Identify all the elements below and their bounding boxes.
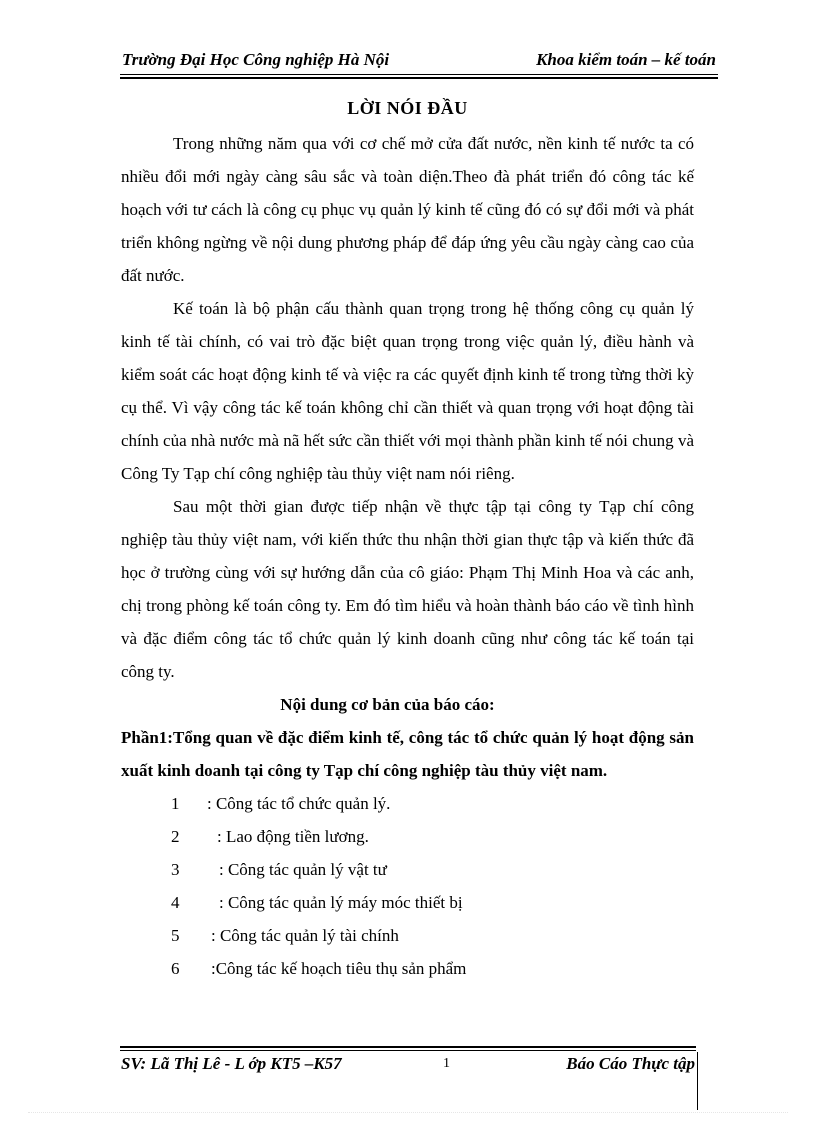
- header-faculty: Khoa kiểm toán – kế toán: [536, 50, 716, 69]
- list-item: [121, 886, 694, 919]
- list-item-number: 5: [171, 926, 180, 945]
- page-number: 1: [443, 1056, 450, 1071]
- list-item-text: :Công tác kế hoạch tiêu thụ sản phẩm: [211, 959, 467, 978]
- paragraph-1: Trong những năm qua với cơ chế mở cửa đất nước, nền kinh tế nước ta có nhiều đổi mới ngày càng sâu sắc và toàn diện.Theo đà phát triển đó công tác kế hoạch với tư cách là công cụ phục vụ quản lý kinh tế cũng đó có sự đổi mới và phát triển không ngừng về nội dung phương pháp để đáp ứng yêu cầu ngày càng cao của đất nước.: [121, 134, 694, 285]
- list-item: [121, 853, 694, 886]
- list-item-number: 6: [171, 959, 180, 978]
- page-title: LỜI NÓI ĐẦU: [347, 98, 468, 118]
- list-item-text: : Công tác quản lý tài chính: [211, 926, 399, 945]
- page-header: [120, 46, 716, 72]
- list-item: [121, 820, 694, 853]
- list-item-text: : Công tác quản lý máy móc thiết bị: [219, 893, 463, 912]
- list-item-number: 4: [171, 893, 180, 912]
- header-rule: [120, 74, 718, 75]
- list-item-number: 2: [171, 827, 180, 846]
- page-footer: [121, 1054, 695, 1078]
- paragraph-2: Kế toán là bộ phận cấu thành quan trọng trong hệ thống công cụ quản lý kinh tế tài chính, có vai trò đặc biệt quan trọng trong việc quản lý, điều hành và kiểm soát các hoạt động kinh tế và việc ra các quyết định kinh tế trong từng thời kỳ cụ thể. Vì vậy công tác kế toán không chỉ cần thiết và quan trọng với hoạt động tài chính của nhà nước mà nã hết sức cần thiết với mọi thành phần kinh tế nói chung và Công Ty Tạp chí công nghiệp tàu thủy việt nam nói riêng.: [121, 299, 694, 483]
- footer-rule: [120, 1050, 696, 1051]
- footer-side-rule: [697, 1052, 698, 1110]
- list-item: [121, 919, 694, 952]
- page-body: [121, 98, 694, 985]
- header-school: Trường Đại Học Công nghiệp Hà Nội: [122, 50, 390, 69]
- list-item-number: 3: [171, 860, 180, 879]
- list-item: [121, 787, 694, 820]
- list-item-number: 1: [171, 794, 180, 813]
- paragraph-3: Sau một thời gian được tiếp nhận về thực tập tại công ty Tạp chí công nghiệp tàu thủy việt nam, với kiến thức thu nhận thời gian thực tập và kiến thức đã học ở trường cùng với sự hướng dẫn của cô giáo: Phạm Thị Minh Hoa và các anh, chị trong phòng kế toán công ty. Em đó tìm hiểu và hoàn thành báo cáo về tình hình và đặc điểm công tác tổ chức quản lý kinh doanh cũng như công tác kế toán tại công ty.: [121, 497, 694, 681]
- footer-rule-thick: [120, 1046, 696, 1048]
- list-item: [121, 952, 694, 985]
- section-subtitle: Nội dung cơ bản của báo cáo:: [280, 695, 495, 714]
- part-1-heading: Phần1:Tổng quan về đặc điểm kinh tế, công tác tổ chức quản lý hoạt động sản xuất kinh doanh tại công ty Tạp chí công nghiệp tàu thủy việt nam.: [121, 728, 694, 780]
- part-1-list: [121, 787, 694, 985]
- header-rule-thick: [120, 77, 718, 79]
- list-item-text: : Công tác quản lý vật tư: [219, 860, 387, 879]
- footer-student: SV: Lã Thị Lê - L ớp KT5 –K57: [121, 1054, 342, 1073]
- footer-report-title: Báo Cáo Thực tập: [566, 1054, 695, 1073]
- list-item-text: : Lao động tiền lương.: [217, 827, 369, 846]
- list-item-text: : Công tác tổ chức quản lý.: [207, 794, 391, 813]
- page-bottom-border: [28, 1112, 788, 1113]
